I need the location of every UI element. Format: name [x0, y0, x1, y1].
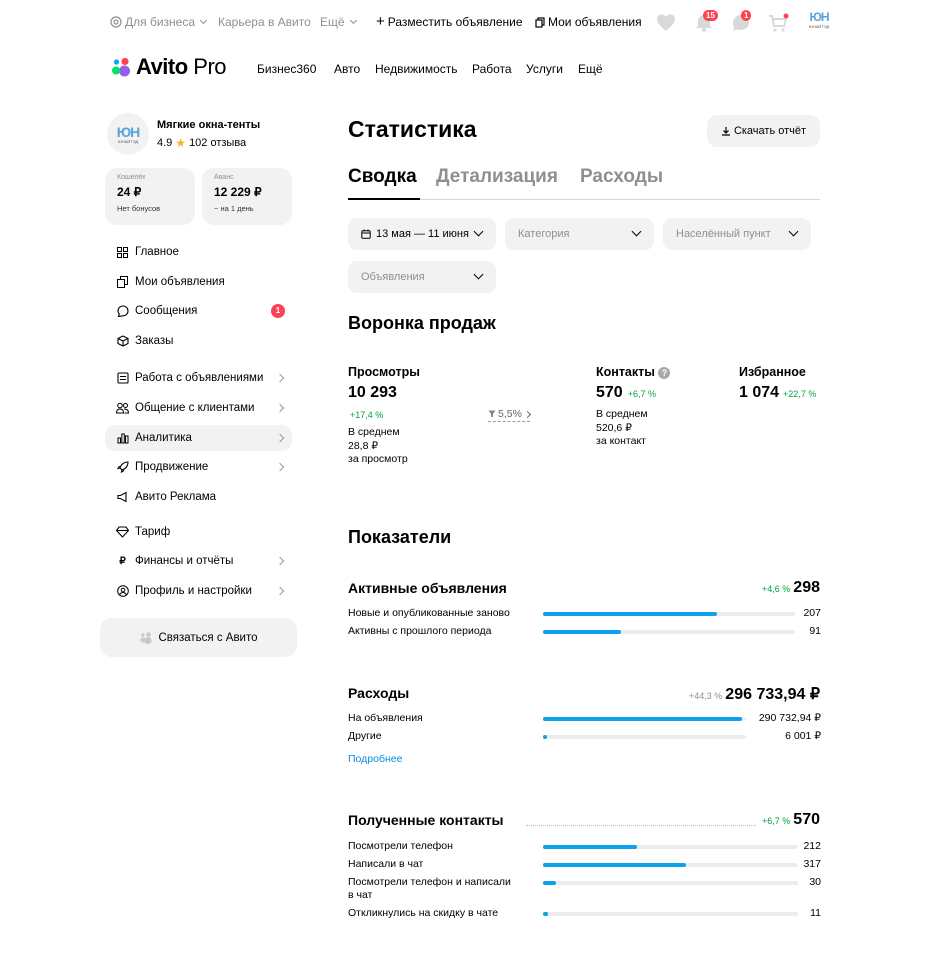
advance-card[interactable] — [202, 168, 292, 225]
active-ads-row-bar — [543, 630, 795, 634]
advance-label: Аванс — [214, 174, 234, 181]
contacts-row-value: 317 — [803, 858, 821, 870]
contacts-change: +6,7 % — [627, 389, 656, 399]
company-name: Мягкие окна-тенты — [157, 119, 261, 131]
page-title: Статистика — [348, 116, 477, 142]
avito-pro-logo[interactable] — [110, 54, 226, 80]
contact-avito-label: Связаться с Авито — [158, 631, 258, 644]
logo-text — [136, 54, 226, 80]
nav-services[interactable]: Услуги — [526, 62, 563, 76]
favorites-title: Избранное — [739, 365, 806, 379]
chevron-right-icon — [276, 404, 284, 412]
category-placeholder: Категория — [518, 228, 570, 240]
contacts-row-value: 30 — [809, 876, 821, 888]
active-ads-change: +4,6 % — [762, 584, 791, 594]
sidebar-item-clients[interactable] — [105, 395, 292, 421]
tab-expenses[interactable]: Расходы — [580, 166, 664, 187]
active-ads-total: 298 — [793, 579, 820, 596]
wallet-card[interactable] — [105, 168, 195, 225]
indicators-title: Показатели — [348, 527, 452, 547]
contacts-title-wrap — [596, 365, 670, 379]
advance-sub: ~ на 1 день — [214, 204, 254, 213]
sidebar-item-label: Продвижение — [135, 461, 209, 473]
favorites-value-row — [739, 384, 816, 402]
expenses-row-label: Другие — [348, 730, 382, 742]
sidebar-item-label: Профиль и настройки — [135, 585, 252, 597]
logo-main: Avito — [136, 54, 188, 79]
bar-fill — [543, 845, 637, 849]
tab-summary[interactable]: Сводка — [348, 166, 417, 187]
bar-fill — [543, 717, 742, 721]
more-label: Ещё — [320, 15, 345, 29]
users-icon — [116, 402, 129, 415]
post-ad-label: Разместить объявление — [387, 15, 523, 29]
sidebar-item-messages[interactable] — [105, 298, 292, 324]
avito-dots-icon — [139, 631, 153, 645]
expenses-total-row — [689, 684, 820, 704]
ruble-icon: ₽ — [119, 555, 126, 567]
avatar-text: ЮН — [809, 10, 829, 24]
contacts-received-change: +6,7 % — [762, 816, 791, 826]
chevron-down-icon — [350, 17, 357, 24]
sidebar-item-finance[interactable] — [105, 548, 292, 574]
sidebar-item-analytics[interactable] — [105, 425, 292, 451]
funnel-icon — [488, 410, 496, 418]
active-ads-total-row — [762, 579, 820, 597]
contacts-received-total-row — [762, 811, 820, 829]
star-icon: ★ — [175, 136, 187, 150]
funnel-title: Воронка продаж — [348, 313, 496, 333]
chevron-right-icon — [276, 374, 284, 382]
views-average — [348, 426, 408, 467]
category-filter[interactable] — [505, 218, 654, 250]
expenses-row-label: На объявления — [348, 712, 423, 724]
sidebar-item-main[interactable] — [105, 239, 292, 265]
rating-value: 4.9 — [157, 137, 173, 149]
contacts-row-bar — [543, 863, 798, 867]
contacts-avg-line3: за контакт — [596, 435, 646, 447]
city-filter[interactable] — [663, 218, 811, 250]
contacts-row-bar — [543, 881, 798, 885]
download-icon — [721, 126, 731, 136]
messages-count-badge: 1 — [271, 304, 285, 318]
bar-fill — [543, 630, 621, 634]
expenses-change: +44,3 % — [689, 691, 723, 701]
sidebar-item-promotion[interactable] — [105, 454, 292, 480]
favorites-value: 1 074 — [739, 384, 780, 401]
active-ads-row-value: 91 — [809, 625, 821, 637]
views-value: 10 293 — [348, 384, 397, 401]
period-filter[interactable] — [348, 218, 496, 250]
contacts-value-row — [596, 384, 656, 402]
chevron-right-icon — [276, 557, 284, 565]
sidebar-item-label: Аналитика — [135, 432, 192, 444]
nav-more[interactable]: Ещё — [578, 62, 603, 76]
company-logo-sub: ЮНАЙТЭД — [117, 138, 139, 144]
user-avatar[interactable] — [806, 10, 832, 32]
period-value: 13 мая — 11 июня — [376, 228, 469, 240]
career-link[interactable]: Карьера в Авито — [218, 15, 311, 29]
reviews-link[interactable]: 102 отзыва — [189, 137, 247, 149]
stats-tabs — [348, 163, 820, 200]
target-icon — [110, 16, 122, 28]
avatar-sub: ЮНАЙТЭД — [808, 24, 830, 29]
active-ads-row-value: 207 — [803, 607, 821, 619]
sidebar-item-label: Главное — [135, 246, 179, 258]
contacts-row-bar — [543, 845, 798, 849]
grid-icon — [116, 246, 129, 259]
sidebar-item-label: Мои объявления — [135, 276, 225, 288]
contacts-value: 570 — [596, 384, 623, 401]
company-rating — [157, 136, 260, 150]
active-ads-title: Активные объявления — [348, 580, 507, 596]
chat-bubble-icon — [116, 305, 129, 318]
chevron-right-icon — [524, 410, 531, 417]
sidebar-item-tariff[interactable] — [105, 519, 292, 545]
contact-avito-button[interactable] — [100, 618, 297, 657]
sidebar-item-label: Заказы — [135, 335, 174, 347]
messages-badge: 1 — [741, 10, 751, 21]
favorites-change: +22,7 % — [783, 389, 817, 399]
contacts-row-label-line2: в чат — [348, 889, 373, 901]
nav-realty[interactable]: Недвижимость — [375, 62, 458, 76]
sidebar-item-ad-management[interactable] — [105, 365, 292, 391]
download-report-label: Скачать отчёт — [733, 125, 807, 137]
company-logo — [107, 113, 149, 155]
contacts-row-bar — [543, 912, 798, 916]
advance-value: 12 229 ₽ — [214, 185, 262, 199]
ads-filter[interactable] — [348, 261, 496, 293]
active-tab-underline — [348, 198, 420, 200]
bar-fill — [543, 912, 548, 916]
calendar-icon — [361, 229, 371, 239]
views-title: Просмотры — [348, 365, 420, 379]
contacts-avg-line1: В среднем — [596, 408, 648, 420]
sidebar-item-label: Авито Реклама — [135, 491, 217, 503]
contacts-row-label-line1: Посмотрели телефон и написали — [348, 876, 511, 888]
chevron-down-icon — [474, 227, 484, 237]
active-ads-row-bar — [543, 612, 795, 616]
expenses-total: 296 733,94 ₽ — [725, 686, 820, 703]
chevron-down-icon — [200, 17, 207, 24]
chevron-down-icon — [789, 227, 799, 237]
rocket-icon — [116, 461, 129, 474]
ads-placeholder: Объявления — [361, 271, 425, 283]
conversion-link[interactable] — [488, 408, 530, 422]
sidebar-item-my-ads[interactable] — [105, 269, 292, 295]
expenses-title: Расходы — [348, 685, 410, 701]
chevron-right-icon — [276, 587, 284, 595]
active-ads-row-label: Новые и опубликованные заново — [348, 607, 510, 619]
contacts-row-label: Написали в чат — [348, 858, 424, 870]
dotted-divider — [526, 825, 756, 826]
sidebar-item-label: Сообщения — [135, 305, 198, 317]
views-avg-line2: 28,8 ₽ — [348, 439, 379, 452]
contacts-received-total: 570 — [793, 811, 820, 828]
chevron-right-icon — [276, 463, 284, 471]
my-ads-link[interactable] — [535, 15, 642, 29]
cart-icon[interactable] — [767, 12, 789, 34]
bar-chart-icon — [116, 432, 129, 445]
company-logo-text: ЮН — [116, 123, 140, 140]
sidebar-item-avito-ads[interactable] — [105, 484, 292, 510]
tab-details[interactable]: Детализация — [436, 166, 558, 187]
views-avg-line3: за просмотр — [348, 453, 408, 465]
expenses-row-bar — [543, 717, 746, 721]
active-ads-row-label: Активны с прошлого периода — [348, 625, 492, 637]
wallet-label: Кошелёк — [117, 174, 146, 181]
sidebar-item-label: Общение с клиентами — [135, 402, 255, 414]
top-bar — [0, 0, 942, 44]
copy-icon — [535, 17, 545, 28]
post-ad-link[interactable] — [376, 15, 523, 29]
bar-fill — [543, 863, 686, 867]
bar-fill — [543, 881, 556, 885]
contacts-received-title: Полученные контакты — [348, 812, 504, 828]
expenses-row-bar — [543, 735, 746, 739]
for-business-label: Для бизнеса — [125, 15, 196, 29]
views-avg-line1: В среднем — [348, 426, 400, 438]
contacts-row-label: Посмотрели телефон — [348, 840, 453, 852]
plus-icon: + — [376, 13, 385, 30]
contacts-row-label: Откликнулись на скидку в чате — [348, 907, 499, 919]
views-change: +17,4 % — [350, 410, 384, 420]
megaphone-icon — [116, 491, 129, 504]
bar-fill — [543, 612, 717, 616]
expenses-more-link[interactable]: Подробнее — [348, 753, 403, 765]
more-menu[interactable] — [320, 15, 358, 29]
expenses-row-value: 290 732,94 ₽ — [758, 712, 821, 724]
heart-icon[interactable] — [655, 12, 677, 34]
my-ads-label: Мои объявления — [548, 15, 642, 29]
bar-fill — [543, 735, 547, 739]
wallet-value: 24 ₽ — [117, 185, 142, 199]
list-icon — [116, 372, 129, 385]
sidebar-item-label: Тариф — [135, 526, 171, 538]
box-icon — [116, 335, 129, 348]
contacts-row-value: 212 — [803, 840, 821, 852]
sidebar-item-orders[interactable] — [105, 328, 292, 354]
conversion-value: 5,5% — [498, 408, 522, 420]
download-report-button[interactable] — [707, 115, 820, 147]
for-business-menu[interactable] — [110, 15, 208, 29]
notifications-badge: 15 — [703, 10, 718, 21]
nav-auto[interactable]: Авто — [334, 62, 361, 76]
contacts-row-value: 11 — [810, 907, 821, 919]
chevron-down-icon — [632, 227, 642, 237]
avito-logo-icon — [110, 56, 132, 78]
company-card[interactable] — [107, 113, 260, 155]
nav-jobs[interactable]: Работа — [472, 62, 512, 76]
profile-circle-icon — [116, 585, 129, 598]
chevron-right-icon — [276, 434, 284, 442]
sidebar-item-label: Работа с объявлениями — [135, 372, 264, 384]
contacts-avg-line2: 520,6 ₽ — [596, 421, 632, 434]
wallet-sub: Нет бонусов — [117, 204, 161, 213]
sidebar-item-profile[interactable] — [105, 578, 292, 604]
city-placeholder: Населённый пункт — [676, 228, 771, 240]
chevron-down-icon — [474, 270, 484, 280]
contacts-average — [596, 408, 648, 449]
logo-pro: Pro — [187, 54, 227, 79]
diamond-icon — [116, 526, 129, 539]
copy-icon — [116, 276, 129, 289]
expenses-row-value: 6 001 ₽ — [785, 730, 821, 742]
sidebar-item-label: Финансы и отчёты — [135, 555, 234, 567]
contacts-title: Контакты — [596, 365, 655, 379]
contacts-row-label — [348, 876, 511, 902]
help-icon[interactable]: ? — [658, 367, 670, 379]
nav-business360[interactable]: Бизнес360 — [257, 62, 317, 76]
